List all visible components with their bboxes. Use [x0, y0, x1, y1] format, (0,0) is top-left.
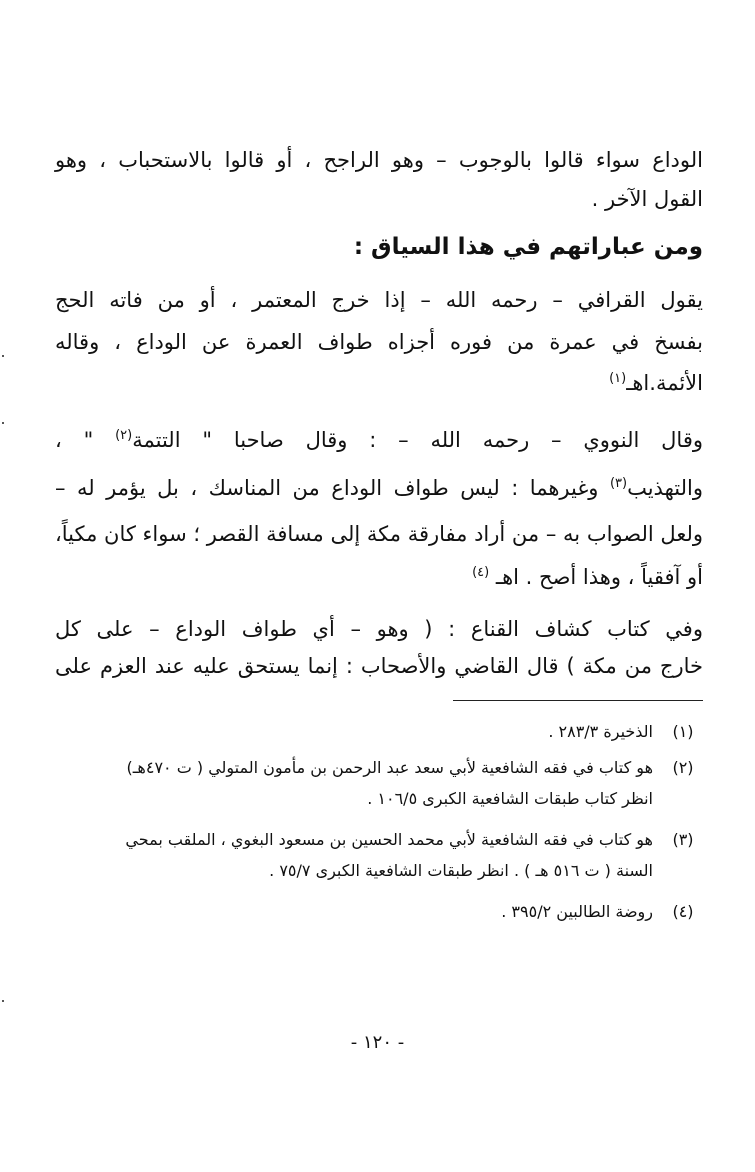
footnote-2-line-2: انظر كتاب طبقات الشافعية الكبرى ١٠٦/٥ . [367, 789, 653, 808]
footnote-2 [55, 754, 703, 810]
footnote-separator [453, 700, 703, 701]
body-line-5 [55, 368, 703, 398]
scan-speck [2, 1000, 4, 1002]
body-line-3: يقول القرافي – رحمه الله – إذا خرج المعتمر ، أو من فاته الحج [55, 288, 703, 312]
body-line-2: القول الآخر . [591, 187, 703, 211]
body-line-9-text: أو آفقياً ، وهذا أصح . اهـ [495, 565, 703, 589]
footnote-3-number: (٣) [672, 830, 694, 849]
footnote-3-line-2: السنة ( ت ٥١٦ هـ ) . انظر طبقات الشافعية الكبرى ٧٥/٧ . [269, 861, 653, 880]
footnote-1-number: (١) [672, 722, 694, 741]
body-line-4: بفسخ في عمرة من فوره أجزاه طواف العمرة عن الوداع ، وقاله [55, 330, 703, 354]
scan-speck [2, 355, 4, 357]
section-heading: ومن عباراتهم في هذا السياق : [353, 234, 703, 260]
footnote-ref-3: (٣) [609, 476, 628, 491]
body-line-7-text-a: والتهذيب [627, 476, 703, 500]
body-line-6-tail: " ، [55, 428, 94, 452]
body-line-6-text: وقال النووي – رحمه الله – : وقال صاحبا " التتمة [132, 428, 704, 452]
body-line-7-text-b: وغيرهما : ليس طواف الوداع من المناسك ، بل يؤمر له – [55, 476, 599, 500]
footnote-4 [55, 898, 703, 926]
footnote-ref-4: (٤) [472, 565, 490, 580]
footnote-2-number: (٢) [672, 758, 694, 777]
body-line-7 [55, 473, 703, 503]
body-line-10: وفي كتاب كشاف القناع : ( وهو – أي طواف الوداع – على كل [55, 617, 703, 641]
body-line-8: ولعل الصواب به – من أراد مفارقة مكة إلى مسافة القصر ؛ سواء كان مكياً، [55, 522, 703, 546]
body-line-6 [55, 425, 703, 455]
body-line-9 [55, 562, 703, 592]
body-line-11: خارج من مكة ) قال القاضي والأصحاب : إنما يستحق عليه عند العزم على [55, 654, 703, 678]
footnote-3 [55, 826, 703, 882]
footnote-ref-1: (١) [609, 371, 627, 386]
body-line-1: الوداع سواء قالوا بالوجوب – وهو الراجح ، أو قالوا بالاستحباب ، وهو [55, 148, 703, 172]
footnote-1 [55, 718, 703, 746]
footnote-1-line-1: الذخيرة ٢٨٣/٣ . [548, 722, 653, 741]
page-number: - ١٢٠ - [350, 1032, 405, 1053]
footnote-2-line-1: هو كتاب في فقه الشافعية لأبي سعد عبد الرحمن بن مأمون المتولي ( ت ٤٧٠هـ) [126, 758, 653, 777]
body-line-5-text: الأئمة.اهـ [626, 371, 703, 395]
footnote-4-line-1: روضة الطالبين ٣٩٥/٢ . [501, 902, 653, 921]
scan-speck [2, 422, 4, 424]
footnote-3-line-1: هو كتاب في فقه الشافعية لأبي محمد الحسين بن مسعود البغوي ، الملقب بمحي [125, 830, 653, 849]
footnote-4-number: (٤) [672, 902, 694, 921]
footnote-ref-2: (٢) [115, 428, 133, 443]
